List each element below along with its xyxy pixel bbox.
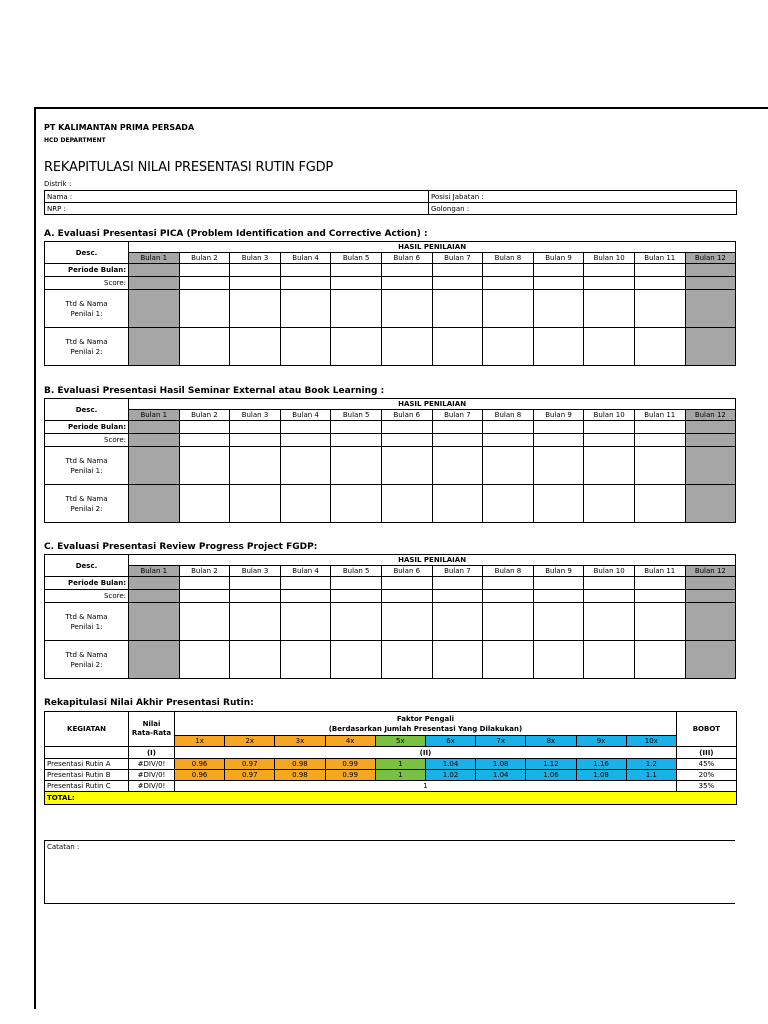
score-cell[interactable]: [634, 434, 685, 447]
score-cell[interactable]: [432, 577, 483, 590]
month-header: Bulan 4: [280, 410, 331, 421]
factor-value: 0.96: [175, 759, 225, 770]
month-header: Bulan 12: [685, 566, 736, 577]
score-cell[interactable]: [634, 577, 685, 590]
month-header: Bulan 11: [634, 566, 685, 577]
signature-cell[interactable]: [685, 447, 736, 485]
signature-cell[interactable]: [634, 485, 685, 523]
signature-cell[interactable]: [584, 447, 635, 485]
signature-cell[interactable]: [179, 641, 230, 679]
month-header: Bulan 5: [331, 410, 382, 421]
periode-label: Periode Bulan:: [45, 264, 129, 277]
nama-field[interactable]: Nama :: [45, 191, 429, 203]
month-header: Bulan 6: [381, 566, 432, 577]
signature-cell[interactable]: [179, 447, 230, 485]
periode-label: Periode Bulan:: [45, 421, 129, 434]
score-cell[interactable]: [533, 421, 584, 434]
signature-cell[interactable]: [230, 447, 281, 485]
signature-cell[interactable]: [533, 641, 584, 679]
score-cell[interactable]: [230, 277, 281, 290]
score-cell[interactable]: [381, 577, 432, 590]
score-cell[interactable]: [634, 277, 685, 290]
score-label: Score:: [45, 590, 129, 603]
score-cell[interactable]: [129, 264, 180, 277]
score-label: Score:: [45, 434, 129, 447]
factor-header: 4x: [325, 736, 375, 747]
score-cell[interactable]: [129, 434, 180, 447]
score-cell[interactable]: [331, 264, 382, 277]
score-cell[interactable]: [483, 264, 534, 277]
signature-cell[interactable]: [331, 290, 382, 328]
month-header: Bulan 12: [685, 410, 736, 421]
signature-cell[interactable]: [634, 328, 685, 366]
kegiatan-header: KEGIATAN: [45, 712, 129, 747]
distrik-label: Distrik :: [44, 180, 72, 188]
month-header: Bulan 8: [483, 566, 534, 577]
factor-value: 1: [175, 781, 677, 792]
signature-cell[interactable]: [685, 603, 736, 641]
month-header: Bulan 9: [533, 410, 584, 421]
score-cell[interactable]: [584, 577, 635, 590]
score-cell[interactable]: [584, 421, 635, 434]
signature-cell[interactable]: [685, 328, 736, 366]
factor-value: 0.98: [275, 770, 325, 781]
blank-cell: [45, 747, 129, 759]
factor-value: 0.96: [175, 770, 225, 781]
department-name: HCD DEPARTMENT: [44, 137, 106, 144]
score-cell[interactable]: [179, 590, 230, 603]
signature-cell[interactable]: [533, 603, 584, 641]
kegiatan-name: Presentasi Rutin A: [45, 759, 129, 770]
month-header: Bulan 3: [230, 410, 281, 421]
score-cell[interactable]: [432, 264, 483, 277]
signature-cell[interactable]: [179, 290, 230, 328]
score-cell[interactable]: [280, 590, 331, 603]
factor-header: 1x: [175, 736, 225, 747]
score-cell[interactable]: [483, 277, 534, 290]
nilai-header: Nilai Rata-Rata: [129, 712, 175, 747]
posisi-field[interactable]: Posisi Jabatan :: [429, 191, 737, 203]
month-header: Bulan 6: [381, 253, 432, 264]
factor-header: 9x: [576, 736, 626, 747]
signature-cell[interactable]: [280, 328, 331, 366]
score-cell[interactable]: [584, 264, 635, 277]
score-cell[interactable]: [685, 577, 736, 590]
month-header: Bulan 10: [584, 410, 635, 421]
factor-value: 1.06: [526, 770, 576, 781]
month-header: Bulan 5: [331, 253, 382, 264]
bobot-value: 35%: [676, 781, 736, 792]
factor-value: 0.98: [275, 759, 325, 770]
month-header: Bulan 9: [533, 566, 584, 577]
eval-table-c: [44, 554, 736, 679]
month-header: Bulan 7: [432, 253, 483, 264]
factor-header: 10x: [626, 736, 676, 747]
score-cell[interactable]: [685, 434, 736, 447]
month-header: Bulan 11: [634, 410, 685, 421]
signature-cell[interactable]: [179, 328, 230, 366]
score-cell[interactable]: [331, 421, 382, 434]
col-ii-label: (II): [175, 747, 677, 759]
signature-cell[interactable]: [179, 603, 230, 641]
month-header: Bulan 7: [432, 410, 483, 421]
score-cell[interactable]: [685, 277, 736, 290]
hasil-header: HASIL PENILAIAN: [129, 555, 736, 566]
kegiatan-name: Presentasi Rutin B: [45, 770, 129, 781]
signature-cell[interactable]: [230, 290, 281, 328]
signature-cell[interactable]: [331, 641, 382, 679]
month-header: Bulan 1: [129, 253, 180, 264]
score-cell[interactable]: [533, 577, 584, 590]
rekap-title: Rekapitulasi Nilai Akhir Presentasi Rutin:: [44, 698, 254, 708]
section-a-title: A. Evaluasi Presentasi PICA (Problem Identification and Corrective Action) :: [44, 229, 428, 239]
score-cell[interactable]: [381, 277, 432, 290]
signature-cell[interactable]: [432, 641, 483, 679]
signature-cell[interactable]: [381, 290, 432, 328]
total-row: TOTAL:: [45, 792, 737, 805]
score-cell[interactable]: [129, 421, 180, 434]
factor-value: 1.2: [626, 759, 676, 770]
catatan-box[interactable]: [44, 840, 735, 904]
factor-header: 2x: [225, 736, 275, 747]
score-cell[interactable]: [280, 421, 331, 434]
score-cell[interactable]: [179, 577, 230, 590]
score-cell[interactable]: [331, 590, 382, 603]
penilai-1-label: Ttd & Nama Penilai 1:: [45, 603, 129, 641]
eval-table-b: [44, 398, 736, 523]
score-cell[interactable]: [432, 277, 483, 290]
month-header: Bulan 2: [179, 253, 230, 264]
penilai-2-label: Ttd & Nama Penilai 2:: [45, 641, 129, 679]
factor-value: 0.97: [225, 759, 275, 770]
signature-cell[interactable]: [634, 641, 685, 679]
month-header: Bulan 10: [584, 253, 635, 264]
score-cell[interactable]: [483, 421, 534, 434]
score-cell[interactable]: [129, 577, 180, 590]
score-cell[interactable]: [331, 434, 382, 447]
signature-cell[interactable]: [685, 641, 736, 679]
score-cell[interactable]: [381, 434, 432, 447]
rekap-table: [44, 711, 737, 805]
score-cell[interactable]: [129, 590, 180, 603]
factor-value: 1.08: [476, 759, 526, 770]
score-cell[interactable]: [483, 577, 534, 590]
score-cell[interactable]: [230, 264, 281, 277]
signature-cell[interactable]: [381, 641, 432, 679]
signature-cell[interactable]: [280, 641, 331, 679]
signature-cell[interactable]: [584, 328, 635, 366]
score-cell[interactable]: [432, 421, 483, 434]
golongan-field[interactable]: Golongan :: [429, 203, 737, 215]
month-header: Bulan 2: [179, 410, 230, 421]
signature-cell[interactable]: [483, 328, 534, 366]
month-header: Bulan 7: [432, 566, 483, 577]
signature-cell[interactable]: [129, 485, 180, 523]
signature-cell[interactable]: [483, 603, 534, 641]
signature-cell[interactable]: [634, 290, 685, 328]
company-name: PT KALIMANTAN PRIMA PERSADA: [44, 123, 195, 132]
signature-cell[interactable]: [483, 485, 534, 523]
signature-cell[interactable]: [584, 290, 635, 328]
signature-cell[interactable]: [230, 328, 281, 366]
score-cell[interactable]: [685, 264, 736, 277]
score-cell[interactable]: [634, 264, 685, 277]
score-cell[interactable]: [685, 421, 736, 434]
factor-value: 1.12: [526, 759, 576, 770]
col-iii-label: (III): [676, 747, 736, 759]
signature-cell[interactable]: [280, 485, 331, 523]
factor-value: 0.99: [325, 770, 375, 781]
signature-cell[interactable]: [129, 603, 180, 641]
desc-header: Desc.: [45, 555, 129, 577]
signature-cell[interactable]: [432, 447, 483, 485]
factor-header: 5x: [375, 736, 425, 747]
penilai-1-label: Ttd & Nama Penilai 1:: [45, 447, 129, 485]
signature-cell[interactable]: [584, 485, 635, 523]
score-cell[interactable]: [381, 590, 432, 603]
score-cell[interactable]: [280, 264, 331, 277]
signature-cell[interactable]: [533, 328, 584, 366]
bobot-value: 20%: [676, 770, 736, 781]
signature-cell[interactable]: [331, 447, 382, 485]
catatan-label: Catatan :: [47, 843, 80, 851]
eval-table-a: [44, 241, 736, 366]
signature-cell[interactable]: [634, 603, 685, 641]
month-header: Bulan 2: [179, 566, 230, 577]
month-header: Bulan 9: [533, 253, 584, 264]
hasil-header: HASIL PENILAIAN: [129, 242, 736, 253]
signature-cell[interactable]: [280, 603, 331, 641]
score-cell[interactable]: [533, 264, 584, 277]
desc-header: Desc.: [45, 399, 129, 421]
signature-cell[interactable]: [533, 485, 584, 523]
signature-cell[interactable]: [432, 328, 483, 366]
score-cell[interactable]: [280, 577, 331, 590]
faktor-header: Faktor Pengali (Berdasarkan Jumlah Presentasi Yang Dilakukan): [175, 712, 677, 736]
score-cell[interactable]: [230, 421, 281, 434]
factor-value: 1.1: [626, 770, 676, 781]
month-header: Bulan 1: [129, 566, 180, 577]
score-cell[interactable]: [179, 264, 230, 277]
factor-value: 1: [375, 759, 425, 770]
score-cell[interactable]: [685, 590, 736, 603]
document-title: REKAPITULASI NILAI PRESENTASI RUTIN FGDP: [44, 160, 334, 175]
score-cell[interactable]: [483, 434, 534, 447]
signature-cell[interactable]: [381, 485, 432, 523]
score-cell[interactable]: [230, 577, 281, 590]
score-cell[interactable]: [230, 590, 281, 603]
month-header: Bulan 12: [685, 253, 736, 264]
score-cell[interactable]: [179, 434, 230, 447]
hasil-header: HASIL PENILAIAN: [129, 399, 736, 410]
signature-cell[interactable]: [685, 290, 736, 328]
signature-cell[interactable]: [331, 328, 382, 366]
month-header: Bulan 4: [280, 566, 331, 577]
score-cell[interactable]: [533, 590, 584, 603]
factor-value: 1.04: [425, 759, 475, 770]
score-cell[interactable]: [179, 277, 230, 290]
signature-cell[interactable]: [230, 603, 281, 641]
month-header: Bulan 6: [381, 410, 432, 421]
periode-label: Periode Bulan:: [45, 577, 129, 590]
bobot-value: 45%: [676, 759, 736, 770]
signature-cell[interactable]: [230, 641, 281, 679]
score-cell[interactable]: [634, 421, 685, 434]
score-cell[interactable]: [432, 590, 483, 603]
signature-cell[interactable]: [280, 447, 331, 485]
signature-cell[interactable]: [381, 603, 432, 641]
section-b-title: B. Evaluasi Presentasi Hasil Seminar External atau Book Learning :: [44, 386, 385, 396]
month-header: Bulan 11: [634, 253, 685, 264]
score-cell[interactable]: [584, 590, 635, 603]
factor-header: 8x: [526, 736, 576, 747]
signature-cell[interactable]: [381, 328, 432, 366]
score-cell[interactable]: [280, 277, 331, 290]
score-cell[interactable]: [584, 277, 635, 290]
score-cell[interactable]: [533, 434, 584, 447]
factor-header: 6x: [425, 736, 475, 747]
signature-cell[interactable]: [179, 485, 230, 523]
factor-value: 1.16: [576, 759, 626, 770]
signature-cell[interactable]: [432, 603, 483, 641]
penilai-1-label: Ttd & Nama Penilai 1:: [45, 290, 129, 328]
month-header: Bulan 3: [230, 253, 281, 264]
penilai-2-label: Ttd & Nama Penilai 2:: [45, 485, 129, 523]
signature-cell[interactable]: [381, 447, 432, 485]
penilai-2-label: Ttd & Nama Penilai 2:: [45, 328, 129, 366]
signature-cell[interactable]: [129, 447, 180, 485]
signature-cell[interactable]: [634, 447, 685, 485]
signature-cell[interactable]: [483, 447, 534, 485]
month-header: Bulan 5: [331, 566, 382, 577]
nilai-value: #DIV/0!: [129, 770, 175, 781]
section-c-title: C. Evaluasi Presentasi Review Progress Project FGDP:: [44, 542, 318, 552]
factor-header: 3x: [275, 736, 325, 747]
score-label: Score:: [45, 277, 129, 290]
score-cell[interactable]: [129, 277, 180, 290]
score-cell[interactable]: [584, 434, 635, 447]
kegiatan-name: Presentasi Rutin C: [45, 781, 129, 792]
factor-header: 7x: [476, 736, 526, 747]
score-cell[interactable]: [381, 264, 432, 277]
bobot-header: BOBOT: [676, 712, 736, 747]
factor-value: 1: [375, 770, 425, 781]
factor-value: 0.97: [225, 770, 275, 781]
desc-header: Desc.: [45, 242, 129, 264]
factor-value: 1.08: [576, 770, 626, 781]
factor-value: 0.99: [325, 759, 375, 770]
nilai-value: #DIV/0!: [129, 759, 175, 770]
score-cell[interactable]: [280, 434, 331, 447]
score-cell[interactable]: [432, 434, 483, 447]
employee-info-table: [44, 190, 737, 215]
score-cell[interactable]: [634, 590, 685, 603]
signature-cell[interactable]: [483, 641, 534, 679]
factor-value: 1.04: [476, 770, 526, 781]
signature-cell[interactable]: [331, 603, 382, 641]
signature-cell[interactable]: [483, 290, 534, 328]
score-cell[interactable]: [381, 421, 432, 434]
signature-cell[interactable]: [331, 485, 382, 523]
month-header: Bulan 3: [230, 566, 281, 577]
signature-cell[interactable]: [129, 641, 180, 679]
signature-cell[interactable]: [685, 485, 736, 523]
nrp-field[interactable]: NRP :: [45, 203, 429, 215]
signature-cell[interactable]: [533, 447, 584, 485]
signature-cell[interactable]: [584, 603, 635, 641]
score-cell[interactable]: [483, 590, 534, 603]
nilai-value: #DIV/0!: [129, 781, 175, 792]
month-header: Bulan 10: [584, 566, 635, 577]
score-cell[interactable]: [230, 434, 281, 447]
factor-value: 1.02: [425, 770, 475, 781]
col-i-label: (I): [129, 747, 175, 759]
signature-cell[interactable]: [584, 641, 635, 679]
signature-cell[interactable]: [280, 290, 331, 328]
month-header: Bulan 8: [483, 253, 534, 264]
month-header: Bulan 1: [129, 410, 180, 421]
signature-cell[interactable]: [432, 290, 483, 328]
score-cell[interactable]: [179, 421, 230, 434]
signature-cell[interactable]: [129, 328, 180, 366]
signature-cell[interactable]: [129, 290, 180, 328]
signature-cell[interactable]: [230, 485, 281, 523]
signature-cell[interactable]: [432, 485, 483, 523]
score-cell[interactable]: [331, 577, 382, 590]
score-cell[interactable]: [533, 277, 584, 290]
score-cell[interactable]: [331, 277, 382, 290]
signature-cell[interactable]: [533, 290, 584, 328]
month-header: Bulan 4: [280, 253, 331, 264]
month-header: Bulan 8: [483, 410, 534, 421]
